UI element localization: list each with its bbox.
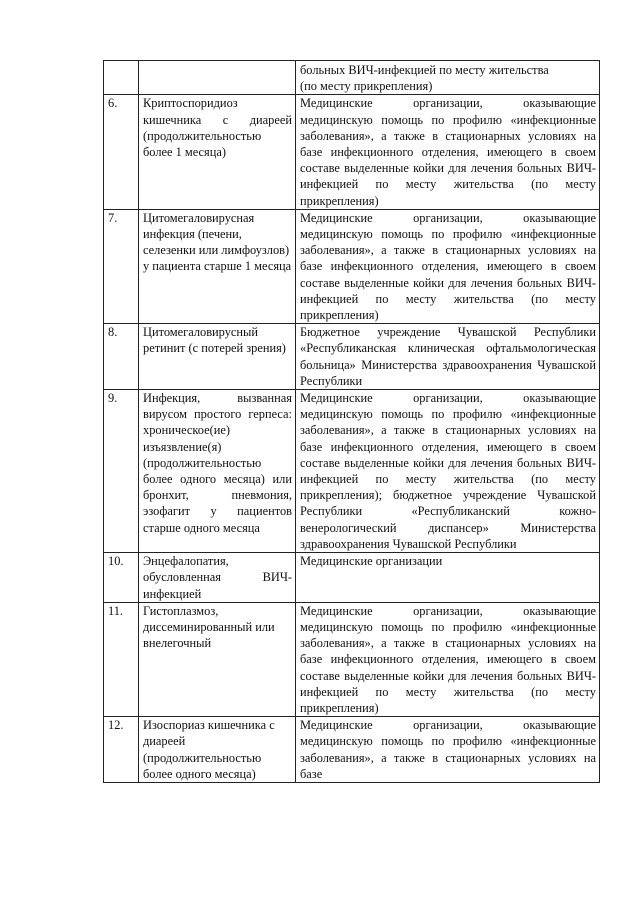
table-row — [104, 209, 600, 323]
organization-cell: Медицинские организации, оказывающие медицинскую помощь по профилю «инфекционные заболевания», а также в стационарных условиях на базе — [296, 717, 600, 783]
row-number-cell: 10. — [104, 553, 139, 603]
condition-cell: Криптоспоридиоз кишечника с диареей (продолжительностью более 1 месяца) — [139, 95, 296, 209]
condition-cell: Цитомегаловирусная инфекция (печени, селезенки или лимфоузлов) у пациента старше 1 месяца — [139, 209, 296, 323]
organization-cell: Медицинские организации — [296, 553, 600, 603]
organization-cell: Медицинские организации, оказывающие медицинскую помощь по профилю «инфекционные заболевания», а также в стационарных условиях на базе инфекционного отделения, имеющего в своем составе выделенные койки для лечения больных ВИЧ-инфекцией по месту жительства (по месту прикрепления) — [296, 602, 600, 716]
row-number-cell: 8. — [104, 324, 139, 390]
row-number-cell: 7. — [104, 209, 139, 323]
row-number-cell: 11. — [104, 602, 139, 716]
row-number-cell: 9. — [104, 390, 139, 553]
table-row-continuation — [104, 61, 600, 95]
table-row — [104, 717, 600, 783]
condition-cell: Гистоплазмоз, диссеминированный или внелегочный — [139, 602, 296, 716]
table-row — [104, 553, 600, 603]
condition-cell: Инфекция, вызванная вирусом простого герпеса: хроническое(ие) изъязвление(я) (продолжительностью более одного месяца) или бронхит, пневмония, эзофагит у пациентов старше одного месяца — [139, 390, 296, 553]
organization-cell: Медицинские организации, оказывающие медицинскую помощь по профилю «инфекционные заболевания», а также в стационарных условиях на базе инфекционного отделения, имеющего в своем составе выделенные койки для лечения больных ВИЧ-инфекцией по месту жительства (по месту прикрепления) — [296, 209, 600, 323]
organization-line: (по месту прикрепления) — [300, 79, 433, 94]
row-number-cell: 6. — [104, 95, 139, 209]
organization-cell — [296, 61, 600, 95]
table-row — [104, 95, 600, 209]
organization-cell: Бюджетное учреждение Чувашской Республики «Республиканская клиническая офтальмологическая больница» Министерства здравоохранения Чувашской Республики — [296, 324, 600, 390]
row-number-cell: 12. — [104, 717, 139, 783]
table-row — [104, 602, 600, 716]
table-row — [104, 390, 600, 553]
organization-cell: Медицинские организации, оказывающие медицинскую помощь по профилю «инфекционные заболевания», а также в стационарных условиях на базе инфекционного отделения, имеющего в своем составе выделенные койки для лечения больных ВИЧ-инфекцией по месту жительства (по месту прикрепления) — [296, 95, 600, 209]
condition-cell — [139, 61, 296, 95]
table-row — [104, 324, 600, 390]
condition-cell: Энцефалопатия, обусловленная ВИЧ-инфекцией — [139, 553, 296, 603]
condition-cell: Изоспориаз кишечника с диареей (продолжительностью более одного месяца) — [139, 717, 296, 783]
condition-cell: Цитомегаловирусный ретинит (с потерей зрения) — [139, 324, 296, 390]
organization-line: больных ВИЧ-инфекцией по месту жительства — [300, 63, 549, 77]
facilities-table — [103, 60, 600, 783]
row-number-cell — [104, 61, 139, 95]
organization-cell: Медицинские организации, оказывающие медицинскую помощь по профилю «инфекционные заболевания», а также в стационарных условиях на базе инфекционного отделения, имеющего в своем составе выделенные койки для лечения больных ВИЧ-инфекцией по месту жительства (по месту прикрепления); бюджетное учреждение Чувашской Республики «Республиканский кожно-венерологический диспансер» Министерства здравоохранения Чувашской Республики — [296, 390, 600, 553]
